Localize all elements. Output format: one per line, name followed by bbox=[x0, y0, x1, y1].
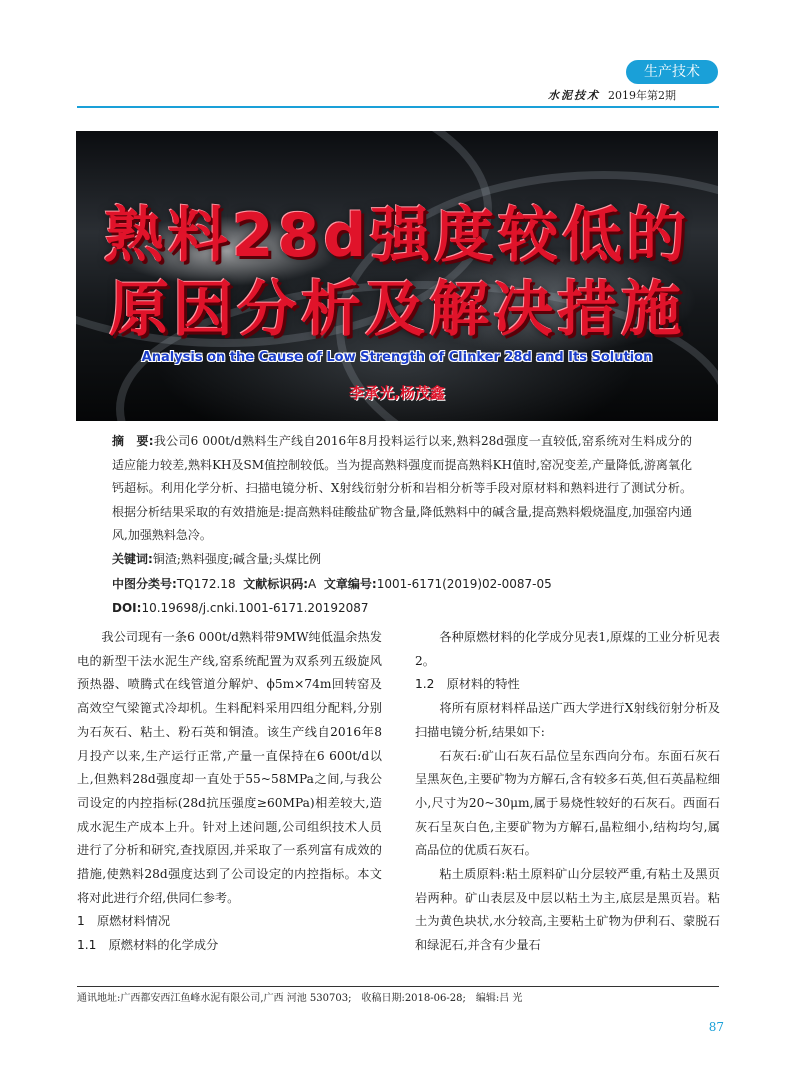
section-tag: 生产技术 bbox=[626, 60, 718, 84]
journal-issue: 2019年第2期 bbox=[608, 89, 676, 102]
authors: 李承光,杨茂鑫 bbox=[349, 384, 445, 402]
body-paragraph: 粘土质原料:粘土原料矿山分层较严重,有粘土及黑页岩两种。矿山表层及中层以粘土为主,底层是黑页岩。粘土为黄色块状,水分较高,主要粘土矿物为伊利石、蒙脱石和绿泥石,并含有少量石 bbox=[415, 867, 720, 953]
keywords-label: 关键词: bbox=[112, 552, 153, 566]
page-number: 87 bbox=[708, 1020, 724, 1034]
keywords bbox=[112, 548, 692, 572]
article-title-line1: 熟料28d强度较低的 bbox=[103, 201, 691, 271]
doc-label: 文献标识码: bbox=[243, 577, 309, 591]
keywords-text: 铜渣;熟料强度;碱含量;头煤比例 bbox=[152, 552, 321, 566]
doi-value: 10.19698/j.cnki.1001-6171.20192087 bbox=[141, 601, 369, 615]
section-heading: 1 原燃材料情况 bbox=[77, 914, 171, 929]
body-paragraph: 各种原燃材料的化学成分见表1,原煤的工业分析见表2。 bbox=[415, 630, 720, 668]
subsection-heading: 1.2 原材料的特性 bbox=[415, 677, 520, 692]
classification-line bbox=[112, 573, 692, 597]
doi-line bbox=[112, 597, 692, 621]
subsection-heading: 1.1 原燃材料的化学成分 bbox=[77, 938, 219, 953]
class-value: TQ172.18 bbox=[176, 577, 236, 591]
body-column-right bbox=[415, 626, 720, 982]
english-title: Analysis on the Cause of Low Strength of Clinker 28d and Its Solution bbox=[141, 350, 653, 365]
body-column-left bbox=[77, 626, 382, 982]
journal-name: 水泥技术 bbox=[548, 89, 600, 102]
doi-label: DOI: bbox=[112, 601, 142, 615]
doc-value: A bbox=[308, 577, 317, 591]
body-paragraph: 石灰石:矿山石灰石品位呈东西向分布。东面石灰石呈黑灰色,主要矿物为方解石,含有较多石英,但石英晶粒细小,尺寸为20~30μm,属于易烧性较好的石灰石。西面石灰石呈灰白色,主要矿物为方解石,晶粒细小,结构均匀,属高品位的优质石灰石。 bbox=[415, 748, 720, 858]
journal-header bbox=[548, 88, 748, 104]
abstract bbox=[112, 430, 692, 548]
footnote: 通讯地址:广西都安西江鱼峰水泥有限公司,广西 河池 530703; 收稿日期:2018-06-28; 编辑:吕 光 bbox=[77, 993, 523, 1004]
abstract-label: 摘 要: bbox=[112, 434, 154, 448]
article-value: 1001-6171(2019)02-0087-05 bbox=[376, 577, 552, 591]
article-title-line2: 原因分析及解决措施 bbox=[109, 275, 685, 345]
footnote-rule bbox=[77, 986, 719, 987]
body-paragraph: 我公司现有一条6 000t/d熟料带9MW纯低温余热发电的新型干法水泥生产线,窑系统配置为双系列五级旋风预热器、喷腾式在线管道分解炉、ϕ5m×74m回转窑及高效空气梁篦式冷却机。生料配料采用四组分配料,分别为石灰石、粘土、粉石英和铜渣。该生产线自2016年8月投产以来,生产运行正常,产量一直保持在6 600t/d以上,但熟料28d强度却一直处于55~58MPa之间,与我公司设定的内控指标(28d抗压强度≥60MPa)相差较大,造成水泥生产成本上升。针对上述问题,公司组织技术人员进行了分析和研究,查找原因,并采取了一系列富有成效的措施,使熟料28d强度达到了公司设定的内控指标。本文将对此进行介绍,供同仁参考。 bbox=[77, 630, 382, 905]
class-label: 中图分类号: bbox=[112, 577, 177, 591]
title-banner bbox=[76, 131, 718, 421]
header-rule bbox=[77, 106, 719, 108]
abstract-text: 我公司6 000t/d熟料生产线自2016年8月投料运行以来,熟料28d强度一直较低,窑系统对生料成分的适应能力较差,熟料KH及SM值控制较低。当为提高熟料强度而提高熟料KH值时,窑况变差,产量降低,游离氧化钙超标。利用化学分析、扫描电镜分析、X射线衍射分析和岩相分析等手段对原材料和熟料进行了测试分析。根据分析结果采取的有效措施是:提高熟料硅酸盐矿物含量,降低熟料中的碱含量,提高熟料煅烧温度,加强窑内通风,加强熟料急冷。 bbox=[112, 434, 692, 542]
article-label: 文章编号: bbox=[323, 577, 377, 591]
body-paragraph: 将所有原材料样品送广西大学进行X射线衍射分析及扫描电镜分析,结果如下: bbox=[415, 701, 720, 739]
